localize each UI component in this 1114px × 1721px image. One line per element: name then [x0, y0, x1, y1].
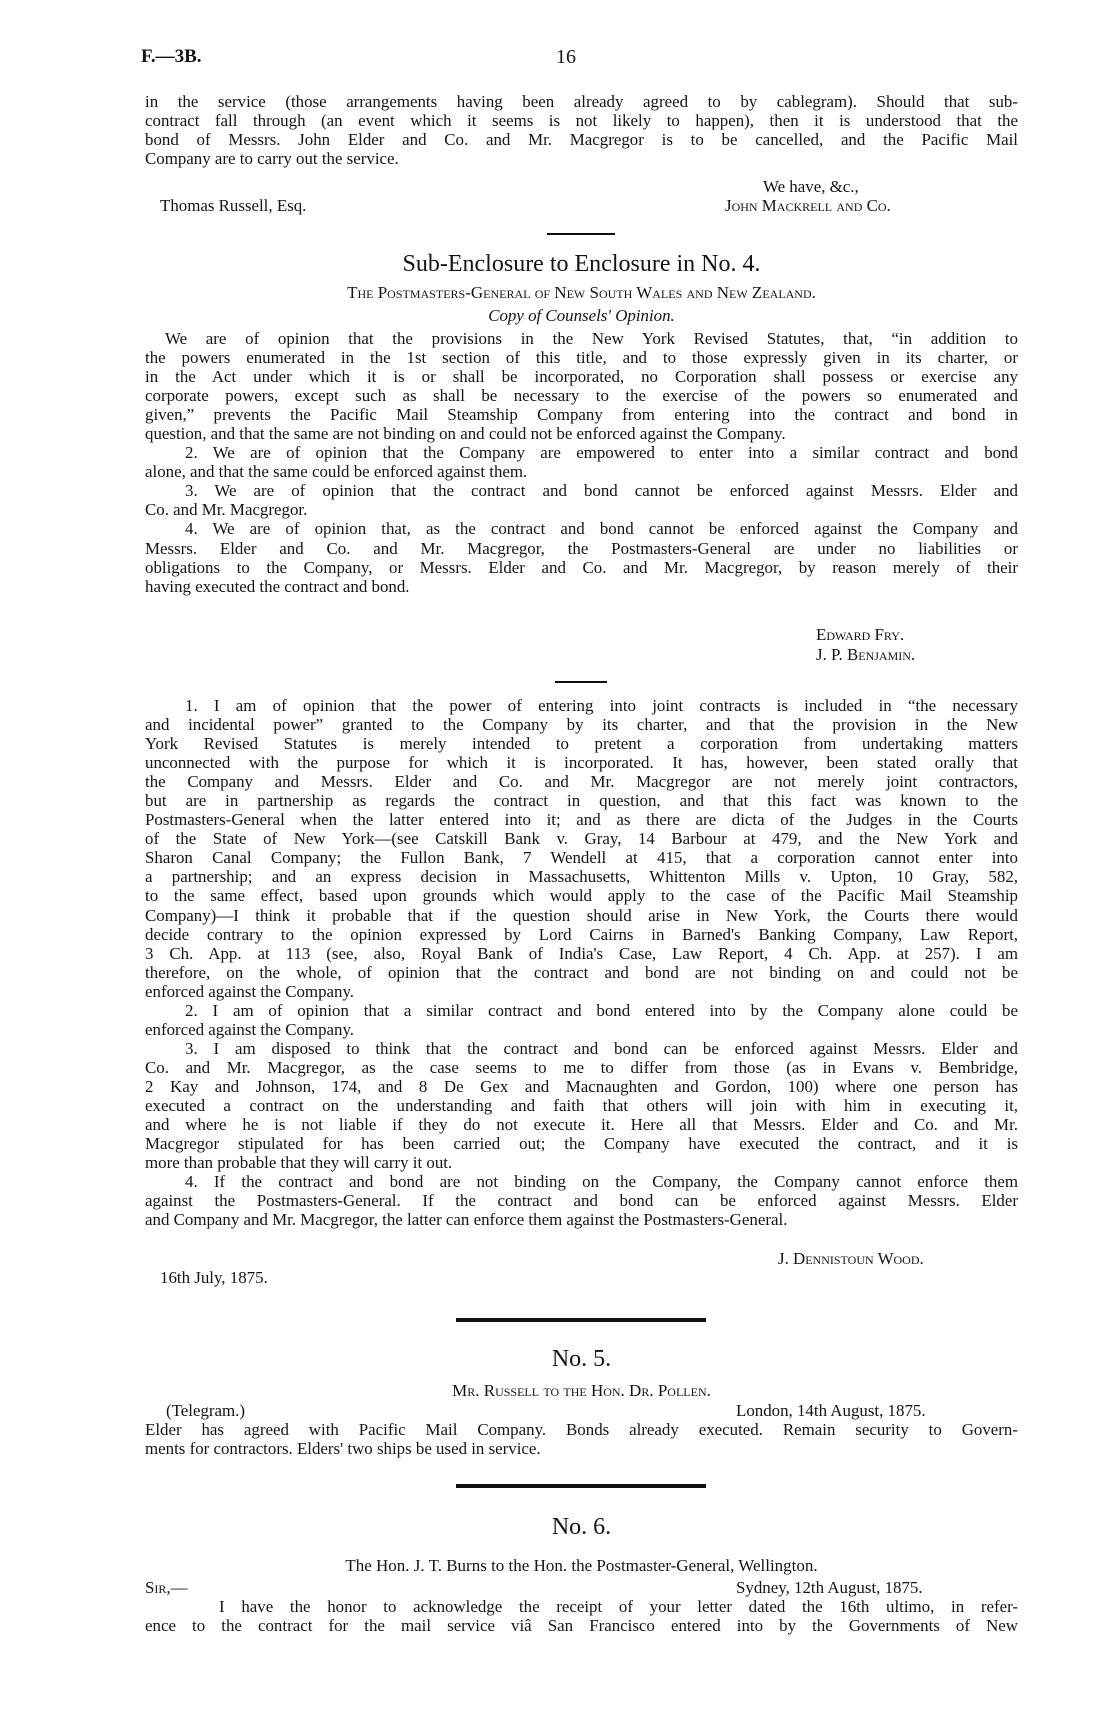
text-line: to the same effect, based upon grounds which would apply to the case of the Pacific Mail Steamship — [145, 886, 1018, 906]
no5-route: Mr. Russell to the Hon. Dr. Pollen. — [452, 1381, 711, 1400]
text-line: 3 Ch. App. at 113 (see, also, Royal Bank of India's Case, Law Report, 4 Ch. App. at 257). I am — [145, 943, 1018, 963]
no6-place-date: Sydney, 12th August, 1875. — [736, 1578, 923, 1597]
no5-body — [145, 1420, 1018, 1458]
signature-wood: J. Dennistoun Wood. — [778, 1249, 924, 1268]
text-line: bond of Messrs. John Elder and Co. and Mr. Macgregor is to be cancelled, and the Pacific Mail — [145, 130, 1018, 150]
text-line: executed a contract on the understanding and faith that others will join with him in executing it, — [145, 1095, 1018, 1115]
text-line: a partnership; and an express decision in Massachusetts, Whittenton Mills v. Upton, 10 Gray, 582, — [145, 867, 1018, 887]
page-number: 16 — [556, 46, 576, 68]
subenclosure-title: Sub-Enclosure to Enclosure in No. 4. — [402, 251, 761, 277]
no5-heading: No. 5. — [551, 1346, 612, 1372]
addressee: Thomas Russell, Esq. — [160, 196, 307, 215]
signature-fry: Edward Fry. — [816, 625, 905, 644]
text-line: and Company and Mr. Macgregor, the latter can enforce them against the Postmasters-General. — [145, 1210, 788, 1230]
no6-body — [145, 1597, 1018, 1635]
no6-heading: No. 6. — [551, 1514, 612, 1540]
text-line: 3. We are of opinion that the contract and bond cannot be enforced against Messrs. Elder and — [185, 481, 1018, 501]
text-line: 1. I am of opinion that the power of entering into joint contracts is included in “the necessary — [185, 696, 1018, 715]
text-line: 2. We are of opinion that the Company are empowered to enter into a similar contract and bond — [185, 443, 1018, 463]
signature: John Mackrell and Co. — [725, 196, 891, 215]
no6-salutation: Sir,— — [145, 1578, 188, 1597]
subenclosure-note: Copy of Counsels' Opinion. — [488, 306, 675, 325]
signature-benjamin: J. P. Benjamin. — [816, 645, 916, 664]
subenclosure-subtitle: The Postmasters-General of New South Wales and New Zealand. — [347, 283, 816, 302]
text-line: in the service (those arrangements having been already agreed to by cablegram). Should that sub- — [145, 92, 1018, 111]
text-line: 3. I am disposed to think that the contract and bond can be enforced against Messrs. Elder and — [185, 1038, 1018, 1058]
text-line: ments for contractors. Elders' two ships be used in service. — [145, 1439, 541, 1459]
text-line: corporate powers, except such as shall be necessary to the exercise of the powers so enumerated and — [145, 386, 1018, 406]
intro-paragraph — [145, 92, 1018, 168]
text-line: given,” prevents the Pacific Mail Steamship Company from entering into the contract and bond in — [145, 405, 1018, 425]
text-line: the Company and Messrs. Elder and Co. and Mr. Macgregor are not merely joint contractors, — [145, 772, 1018, 792]
section-divider — [456, 1318, 706, 1322]
text-line: in the Act under which it is or shall be incorporated, no Corporation shall possess or exercise any — [145, 367, 1018, 387]
text-line: Company are to carry out the service. — [145, 149, 399, 169]
text-line: We are of opinion that the provisions in the New York Revised Statutes, that, “in addition to — [165, 329, 1018, 348]
text-line: Co. and Mr. Macgregor, as the case seems to me to differ from those (as in Evans v. Bembridge, — [145, 1057, 1018, 1077]
text-line: enforced against the Company. — [145, 1019, 355, 1039]
opinion-date: 16th July, 1875. — [160, 1268, 268, 1287]
text-line: Co. and Mr. Macgregor. — [145, 500, 308, 520]
text-line: Elder has agreed with Pacific Mail Company. Bonds already executed. Remain security to Govern- — [145, 1420, 1018, 1439]
text-line: and where he is not liable if they do not execute it. Here all that Messrs. Elder and Co. and Mr. — [145, 1115, 1018, 1135]
text-line: 2. I am of opinion that a similar contract and bond entered into by the Company alone could be — [185, 1000, 1018, 1020]
text-line: ence to the contract for the mail service viâ San Francisco entered into by the Governments of New — [145, 1616, 1018, 1636]
text-line: of the State of New York—(see Catskill Bank v. Gray, 14 Barbour at 479, and the New York and — [145, 829, 1018, 849]
section-divider — [456, 1484, 706, 1488]
text-line: decide contrary to the opinion expressed by Lord Cairns in Barned's Banking Company, Law Report, — [145, 924, 1018, 944]
text-line: question, and that the same are not binding on and could not be enforced against the Company. — [145, 424, 786, 444]
text-line: more than probable that they will carry it out. — [145, 1153, 453, 1173]
text-line: and incidental power” granted to the Company by its charter, and that the provision in the New — [145, 715, 1018, 735]
no5-kind: (Telegram.) — [166, 1401, 246, 1420]
text-line: 4. If the contract and bond are not binding on the Company, the Company cannot enforce them — [185, 1172, 1018, 1192]
text-line: Postmasters-General when the latter entered into it; and as there are dicta of the Judges in the Courts — [145, 810, 1018, 830]
no6-route: The Hon. J. T. Burns to the Hon. the Postmaster-General, Wellington. — [345, 1556, 818, 1575]
closing-phrase: We have, &c., — [763, 177, 859, 196]
text-line: against the Postmasters-General. If the contract and bond can be enforced against Messrs. Elder — [145, 1191, 1018, 1211]
divider — [555, 681, 607, 683]
text-line: obligations to the Company, or Messrs. Elder and Co. and Mr. Macgregor, by reason merely of their — [145, 557, 1018, 577]
text-line: 2 Kay and Johnson, 174, and 8 De Gex and Macnaughten and Gordon, 100) where one person has — [145, 1076, 1018, 1096]
no5-place-date: London, 14th August, 1875. — [736, 1401, 926, 1420]
text-line: alone, and that the same could be enforced against them. — [145, 462, 528, 482]
text-line: I have the honor to acknowledge the receipt of your letter dated the 16th ultimo, in refer- — [219, 1597, 1018, 1616]
text-line: contract fall through (an event which it seems is not likely to happen), then it is understood that the — [145, 111, 1018, 131]
text-line: Messrs. Elder and Co. and Mr. Macgregor, the Postmasters-General are under no liabilities or — [145, 538, 1018, 558]
text-line: York Revised Statutes is merely intended to pretent a corporation from undertaking matters — [145, 734, 1018, 754]
divider — [547, 233, 615, 235]
section-code: F.—3B. — [141, 46, 202, 67]
wood-opinion — [145, 696, 1018, 1229]
text-line: the powers enumerated in the 1st section of this title, and to those expressly given in its charter, or — [145, 348, 1018, 368]
counsel-opinion — [145, 329, 1018, 596]
text-line: having executed the contract and bond. — [145, 576, 410, 596]
text-line: therefore, on the whole, of opinion that the contract and bond are not binding on and could not be — [145, 962, 1018, 982]
text-line: Macgregor stipulated for has been carried out; the Company have executed the contract, and it is — [145, 1134, 1018, 1154]
text-line: but are in partnership as regards the contract in question, and that this fact was known to the — [145, 791, 1018, 811]
text-line: Sharon Canal Company; the Fullon Bank, 7 Wendell at 415, that a corporation cannot enter into — [145, 848, 1018, 868]
text-line: unconnected with the purpose for which it is incorporated. It has, however, been stated orally that — [145, 753, 1018, 773]
text-line: enforced against the Company. — [145, 981, 355, 1001]
text-line: Company)—I think it probable that if the question should arise in New York, the Courts there would — [145, 905, 1018, 925]
text-line: 4. We are of opinion that, as the contract and bond cannot be enforced against the Company and — [185, 519, 1018, 539]
